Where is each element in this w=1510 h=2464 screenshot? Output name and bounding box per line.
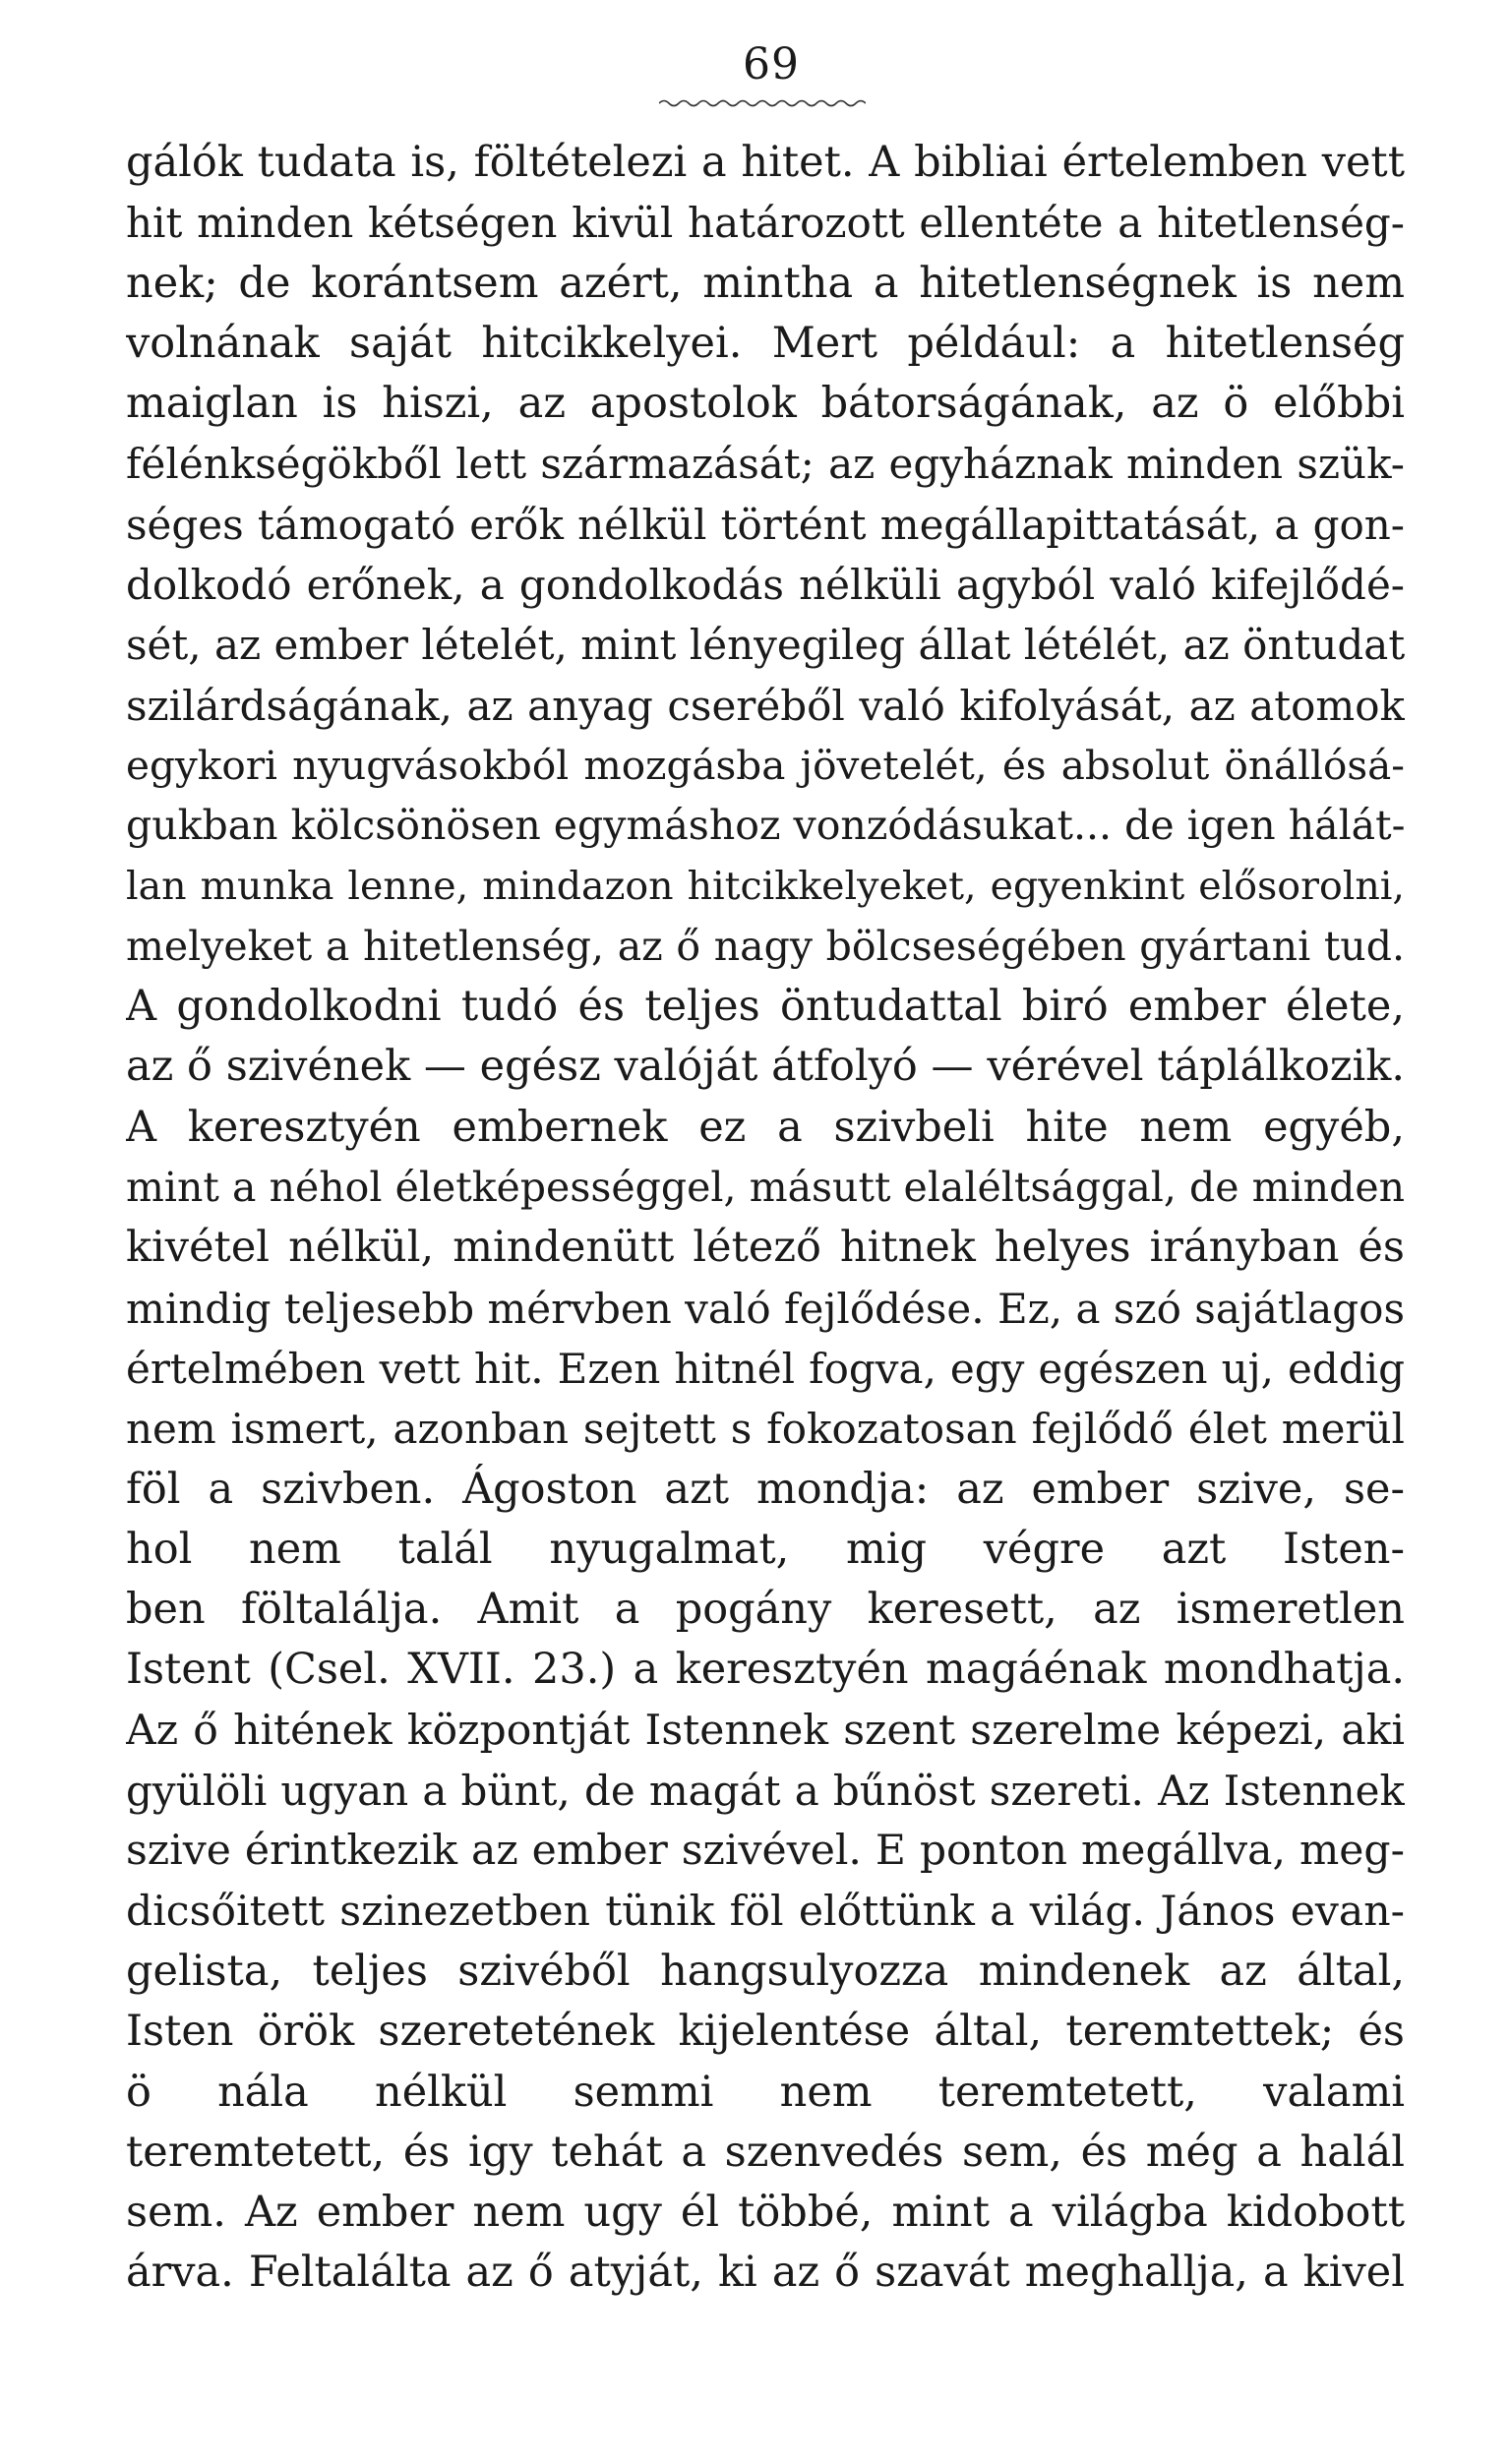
text-line: Isten örök szeretetének kijelentése által, teremtettek; és	[126, 2007, 1405, 2057]
text-line: sem. Az ember nem ugy él többé, mint a világba kidobott	[126, 2188, 1405, 2238]
text-line: Az ő hitének központját Istennek szent szerelme képezi, aki	[126, 1706, 1405, 1755]
page-number: 69	[743, 39, 800, 90]
text-line: félénkségökből lett származását; az egyháznak minden szük-	[126, 440, 1405, 489]
text-line: mindig teljesebb mérvben való fejlődése. Ez, a szó sajátlagos	[126, 1284, 1405, 1333]
text-line: hit minden kétségen kivül határozott ellentéte a hitetlenség-	[126, 199, 1405, 248]
text-line: gelista, teljes szivéből hangsulyozza mindenek az által,	[126, 1946, 1405, 1996]
ornament-divider	[659, 98, 866, 108]
text-line: szive érintkezik az ember szivével. E ponton megállva, meg-	[126, 1827, 1405, 1876]
text-line: ö nála nélkül semmi nem teremtetett, valami	[126, 2067, 1405, 2117]
text-line: dicsőitett szinezetben tünik föl előttünk a világ. János evan-	[126, 1887, 1405, 1936]
text-line: sét, az ember lételét, mint lényegileg állat létélét, az öntudat	[126, 621, 1405, 670]
text-line: ben föltalálja. Amit a pogány keresett, az ismeretlen	[126, 1585, 1405, 1635]
text-line: értelmében vett hit. Ezen hitnél fogva, egy egészen uj, eddig	[126, 1344, 1405, 1393]
text-line: A keresztyén embernek ez a szivbeli hite nem egyéb,	[126, 1102, 1405, 1152]
text-line: gyülöli ugyan a bünt, de magát a bűnöst szereti. Az Istennek	[126, 1767, 1405, 1816]
text-line: lan munka lenne, mindazon hitcikkelyeket, egyenkint elősorolni,	[126, 863, 1405, 909]
body-text	[126, 133, 1405, 2304]
text-line: dolkodó erőnek, a gondolkodás nélküli agyból való kifejlődé-	[126, 561, 1405, 610]
text-line: kivétel nélkül, mindenütt létező hitnek helyes irányban és	[126, 1223, 1405, 1273]
text-line: nem ismert, azonban sejtett s fokozatosan fejlődő élet merül	[126, 1405, 1405, 1454]
text-line: teremtetett, és igy tehát a szenvedés sem, és még a halál	[126, 2127, 1405, 2177]
text-line: Istent (Csel. XVII. 23.) a keresztyén magáénak mondhatja.	[126, 1645, 1405, 1695]
text-line: A gondolkodni tudó és teljes öntudattal biró ember élete,	[126, 982, 1405, 1032]
text-line: árva. Feltalálta az ő atyját, ki az ő szavát meghallja, a kivel	[126, 2248, 1405, 2298]
text-line: hol nem talál nyugalmat, mig végre azt Isten-	[126, 1524, 1405, 1574]
text-line: mint a néhol életképességgel, másutt elaléltsággal, de minden	[126, 1164, 1405, 1212]
text-line: melyeket a hitetlenség, az ő nagy bölcseségében gyártani tud.	[126, 922, 1405, 970]
text-line: volnának saját hitcikkelyei. Mert például: a hitetlenség	[126, 318, 1405, 368]
text-line: gálók tudata is, föltételezi a hitet. A bibliai értelemben vett	[126, 138, 1405, 187]
text-line: maiglan is hiszi, az apostolok bátorságának, az ö előbbi	[126, 379, 1405, 429]
text-line: az ő szivének — egész valóját átfolyó — vérével táplálkozik.	[126, 1042, 1405, 1092]
text-line: nek; de korántsem azért, mintha a hitetlenségnek is nem	[126, 258, 1405, 308]
text-line: szilárdságának, az anyag cseréből való kifolyását, az atomok	[126, 681, 1405, 730]
text-line: séges támogató erők nélkül történt megállapittatását, a gon-	[126, 500, 1405, 549]
text-line: egykori nyugvásokból mozgásba jövetelét, és absolut önállósá-	[126, 741, 1405, 789]
text-line: gukban kölcsönösen egymáshoz vonzódásukat... de igen hálát-	[126, 802, 1405, 850]
text-line: föl a szivben. Ágoston azt mondja: az ember szive, se-	[126, 1464, 1405, 1514]
